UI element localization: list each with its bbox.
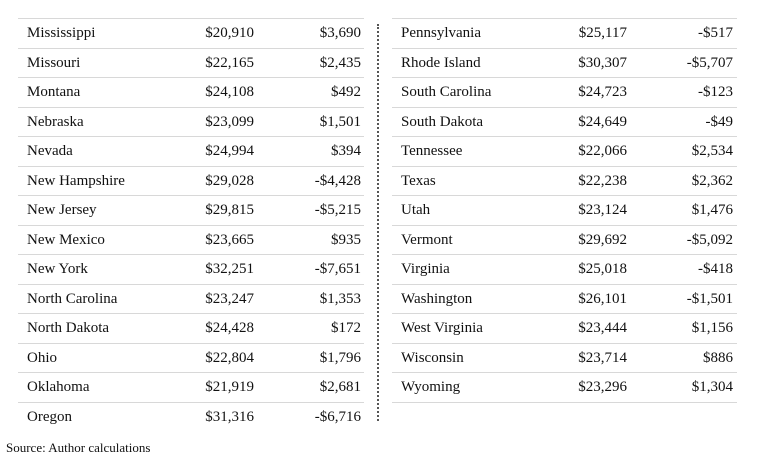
income-value: $25,018 [578,261,627,277]
state-name: North Dakota [27,320,110,336]
state-name: Wyoming [401,379,461,395]
difference-value: -$418 [698,261,733,277]
income-value: $22,238 [578,172,627,189]
table-row [18,373,364,403]
left-state-table [18,18,364,431]
income-value: $22,165 [205,54,254,71]
difference-value: $2,534 [691,143,733,159]
income-value: $29,692 [578,231,627,248]
income-value: $29,815 [205,202,254,218]
table-row [18,314,364,344]
difference-value: $2,435 [319,54,361,71]
income-value: $23,124 [578,202,627,218]
table-row [18,19,364,49]
state-name: Vermont [401,231,453,248]
table-row [392,344,737,374]
table-row [392,255,737,285]
difference-value: -$1,501 [686,290,733,307]
table-row [392,373,737,403]
state-name: West Virginia [401,320,483,336]
income-value: $22,066 [578,143,627,159]
state-name: Pennsylvania [401,25,481,41]
table-row [18,403,364,432]
state-name: South Carolina [401,84,492,100]
income-value: $32,251 [205,261,254,277]
difference-value: -$49 [705,113,733,130]
difference-value: -$123 [698,84,733,100]
state-name: Tennessee [401,143,463,159]
difference-value: $1,501 [319,113,361,130]
income-value: $31,316 [205,408,254,425]
difference-value: $3,690 [319,25,361,41]
difference-value: $1,304 [691,379,733,395]
difference-value: $394 [331,143,361,159]
table-row [392,49,737,79]
income-value: $23,247 [205,290,254,307]
difference-value: -$517 [698,25,733,41]
table-row [392,19,737,49]
income-value: $23,444 [578,320,627,336]
table-row [18,196,364,226]
state-name: New Mexico [27,231,105,248]
difference-value: $2,362 [691,172,733,189]
table-row [18,49,364,79]
difference-value: -$5,092 [686,231,733,248]
difference-value: $1,796 [319,349,361,366]
difference-value: $1,353 [319,290,361,307]
table-row [18,167,364,197]
income-value: $24,428 [205,320,254,336]
state-name: Nevada [27,143,73,159]
difference-value: -$7,651 [314,261,361,277]
state-name: New Jersey [27,202,97,218]
difference-value: -$5,707 [686,54,733,71]
difference-value: -$6,716 [314,408,361,425]
income-value: $24,994 [205,143,254,159]
state-name: Nebraska [27,113,84,130]
income-value: $24,108 [205,84,254,100]
dotted-column-divider [377,24,379,421]
table-row [18,108,364,138]
state-name: Rhode Island [401,54,481,71]
income-value: $23,714 [578,349,627,366]
state-name: North Carolina [27,290,118,307]
table-row [18,344,364,374]
table-row [18,255,364,285]
income-value: $24,649 [578,113,627,130]
income-value: $30,307 [578,54,627,71]
difference-value: -$4,428 [314,172,361,189]
table-row [18,285,364,315]
source-note: Source: Author calculations [6,440,151,455]
state-name: Washington [401,290,473,307]
table-row [392,196,737,226]
table-row [18,226,364,256]
table-row [392,314,737,344]
state-name: Montana [27,84,81,100]
table-row [392,108,737,138]
difference-value: $1,156 [691,320,733,336]
table-row [18,137,364,167]
right-state-table [392,18,737,403]
table-row [392,78,737,108]
state-name: Oregon [27,408,72,425]
state-name: Ohio [27,349,57,366]
table-row [392,285,737,315]
table-row [18,78,364,108]
state-name: Wisconsin [401,349,464,366]
difference-value: $492 [331,84,361,100]
income-value: $21,919 [205,379,254,395]
difference-value: $886 [703,349,733,366]
difference-value: $172 [331,320,361,336]
state-name: Oklahoma [27,379,90,395]
income-value: $24,723 [578,84,627,100]
state-name: Virginia [401,261,450,277]
difference-value: $935 [331,231,361,248]
table-row [392,167,737,197]
table-row [392,226,737,256]
state-name: New York [27,261,88,277]
difference-value: $1,476 [691,202,733,218]
state-name: New Hampshire [27,172,125,189]
income-value: $29,028 [205,172,254,189]
state-name: Texas [401,172,436,189]
income-value: $26,101 [578,290,627,307]
income-value: $20,910 [205,25,254,41]
income-value: $22,804 [205,349,254,366]
table-row [392,137,737,167]
difference-value: $2,681 [319,379,361,395]
state-name: Utah [401,202,431,218]
income-value: $25,117 [578,25,627,41]
state-name: South Dakota [401,113,484,130]
income-value: $23,665 [205,231,254,248]
income-value: $23,296 [578,379,627,395]
state-name: Missouri [27,54,81,71]
difference-value: -$5,215 [314,202,361,218]
income-value: $23,099 [205,113,254,130]
state-name: Mississippi [27,25,96,41]
